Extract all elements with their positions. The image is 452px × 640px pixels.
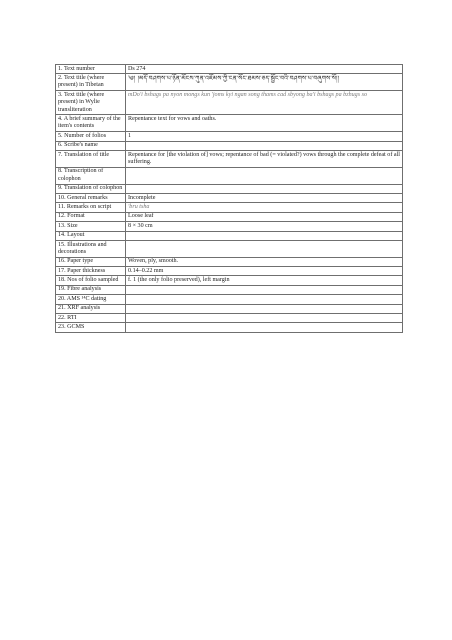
field-label: 21. XRF analysis xyxy=(56,304,126,313)
field-label: 9. Translation of colophon xyxy=(56,184,126,193)
size-value: 8 × 30 cm xyxy=(126,222,403,231)
table-row xyxy=(56,193,403,202)
folio-count-value: 1 xyxy=(126,132,403,141)
tibetan-title-value: ༄། །མདོ་བཤགས་པ་ཉོན་མོངས་ཀུན་འཇོམས་ཀྱི་ངན་སོང་ཐམས་ཅད་སྦྱོང་བའི་བཤགས་པ་བཞུགས་སོ།། xyxy=(126,74,403,91)
format-value: Loose leaf xyxy=(126,212,403,221)
table-row xyxy=(56,150,403,167)
field-label: 14. Layout xyxy=(56,231,126,240)
fibre-analysis-value xyxy=(126,285,403,294)
colophon-transcription-value xyxy=(126,167,403,184)
field-label: 1. Text number xyxy=(56,65,126,74)
table-row xyxy=(56,285,403,294)
table-row xyxy=(56,257,403,266)
field-label: 13. Size xyxy=(56,222,126,231)
field-label: 7. Translation of title xyxy=(56,150,126,167)
field-label: 19. Fibre analysis xyxy=(56,285,126,294)
table-row xyxy=(56,132,403,141)
field-label: 17. Paper thickness xyxy=(56,267,126,276)
table-row xyxy=(56,222,403,231)
table-row xyxy=(56,167,403,184)
table-row xyxy=(56,115,403,132)
xrf-analysis-value xyxy=(126,304,403,313)
table-row xyxy=(56,295,403,304)
script-remarks-value: 'bru tsha xyxy=(126,203,403,212)
table-row xyxy=(56,184,403,193)
table-row xyxy=(56,65,403,74)
illustrations-value xyxy=(126,240,403,257)
field-label: 6. Scribe's name xyxy=(56,141,126,150)
gcms-value xyxy=(126,323,403,332)
scribe-value xyxy=(126,141,403,150)
folio-sampled-value: f. 1 (the only folio preserved), left margin xyxy=(126,276,403,285)
table-row xyxy=(56,231,403,240)
table-row xyxy=(56,267,403,276)
record-table xyxy=(55,64,403,333)
text-number-value: Ds 274 xyxy=(126,65,403,74)
field-label: 8. Transcription of colophon xyxy=(56,167,126,184)
rti-value xyxy=(126,314,403,323)
field-label: 20. AMS ¹⁴C dating xyxy=(56,295,126,304)
field-label: 2. Text title (where present) in Tibetan xyxy=(56,74,126,91)
ams-dating-value xyxy=(126,295,403,304)
wylie-title-value: mDo'i bshags pa nyon mongs kun 'joms kyi ngan song thams cad sbyong ba'i bshags pa bzhugs so xyxy=(126,91,403,115)
field-label: 10. General remarks xyxy=(56,193,126,202)
table-row xyxy=(56,91,403,115)
field-label: 18. Nos of folio sampled xyxy=(56,276,126,285)
layout-value xyxy=(126,231,403,240)
table-row xyxy=(56,304,403,313)
table-row xyxy=(56,323,403,332)
summary-value: Repentance text for vows and oaths. xyxy=(126,115,403,132)
table-row xyxy=(56,74,403,91)
field-label: 12. Format xyxy=(56,212,126,221)
table-row xyxy=(56,240,403,257)
field-label: 22. RTI xyxy=(56,314,126,323)
title-translation-value: Repentance for [the violation of] vows; repentance of bad (= violated?) vows through the complete defeat of all suffering. xyxy=(126,150,403,167)
catalogue-record xyxy=(55,64,403,333)
colophon-translation-value xyxy=(126,184,403,193)
paper-type-value: Woven, ply, smooth. xyxy=(126,257,403,266)
field-label: 23. GCMS xyxy=(56,323,126,332)
table-row xyxy=(56,276,403,285)
table-row xyxy=(56,212,403,221)
paper-thickness-value: 0.14–0.22 mm xyxy=(126,267,403,276)
field-label: 5. Number of folios xyxy=(56,132,126,141)
field-label: 11. Remarks on script xyxy=(56,203,126,212)
field-label: 3. Text title (where present) in Wylie transliteration xyxy=(56,91,126,115)
table-row xyxy=(56,314,403,323)
field-label: 4. A brief summary of the item's contents xyxy=(56,115,126,132)
field-label: 15. Illustrations and decorations xyxy=(56,240,126,257)
field-label: 16. Paper type xyxy=(56,257,126,266)
table-row xyxy=(56,141,403,150)
table-row xyxy=(56,203,403,212)
general-remarks-value: Incomplete xyxy=(126,193,403,202)
